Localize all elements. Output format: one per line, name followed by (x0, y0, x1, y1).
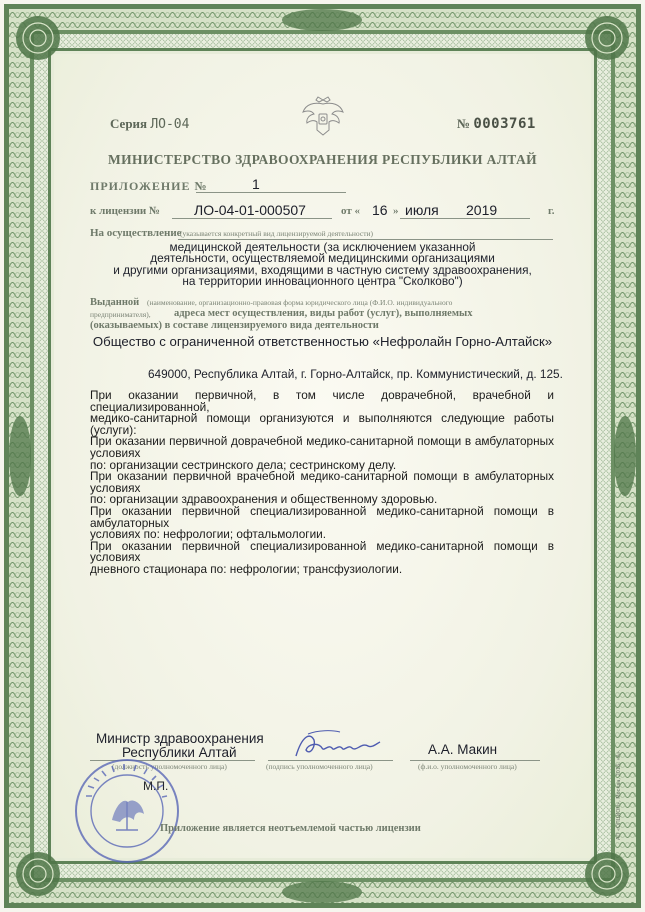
services-line: по: организации здравоохранения и общественному здоровью. (90, 492, 438, 507)
license-day: 16 (372, 202, 388, 218)
position-hint: (должность уполномоченного лица) (112, 762, 227, 771)
issued-tail-2: (оказываемых) в составе лицензируемого вида деятельности (90, 320, 379, 331)
activity-hint: (указывается конкретный вид лицензируемой деятельности) (180, 229, 373, 238)
signature-underline (268, 760, 393, 761)
footer-note: Приложение является неотъемлемой частью лицензии (160, 823, 421, 834)
appendix-label: ПРИЛОЖЕНИЕ № (90, 179, 208, 193)
license-prefix: к лицензии № (90, 205, 161, 217)
number-field (457, 116, 536, 132)
services-block (90, 390, 554, 576)
address: 649000, Республика Алтай, г. Горно-Алтайск, пр. Коммунистический, д. 125. (148, 367, 563, 381)
number-label: № (457, 116, 471, 131)
activity-text (0, 242, 645, 288)
activity-line: и другими организациями, входящими в частную систему здравоохранения, (113, 262, 532, 277)
activity-label: На осуществление (90, 227, 182, 239)
license-year: 2019 (466, 202, 498, 218)
services-line: При оказании первичной, в том числе доврачебной, врачебной и специализированной, (90, 388, 554, 414)
signer-position-1: Министр здравоохранения (96, 731, 264, 746)
series-value: ЛО-04 (150, 117, 190, 132)
signature-hint: (подпись уполномоченного лица) (266, 762, 373, 771)
number-value: 0003761 (473, 116, 536, 132)
issued-label: Выданной (90, 297, 140, 308)
services-line: При оказании первичной врачебной медико-санитарной помощи в амбулаторных условиях (90, 469, 554, 495)
issued-tail-1: адреса мест осуществления, виды работ (услуг), выполняемых (174, 308, 473, 319)
signer-position-2: Республики Алтай (122, 745, 237, 760)
stamp-label: М.П. (143, 779, 169, 793)
appendix-underline (196, 192, 346, 193)
signer-name: А.А. Макин (428, 742, 498, 757)
name-underline (410, 760, 540, 761)
services-line: условиях по: нефрологии; офтальмологии. (90, 527, 327, 542)
official-stamp-icon (72, 756, 182, 866)
services-line: дневного стационара по: нефрологии; трансфузиологии. (90, 561, 403, 576)
services-line: по: организации сестринского дела; сестринскому делу. (90, 457, 397, 472)
license-year-suffix: г. (548, 205, 555, 217)
services-line: медико-санитарной помощи организуются и выполняются следующие работы (услуги): (90, 411, 554, 437)
series-label: Серия (110, 116, 148, 131)
signature-scribble-icon (288, 726, 383, 764)
activity-line: медицинской деятельности (за исключением указанной (169, 240, 476, 254)
services-line: При оказании первичной доврачебной медико-санитарной помощи в амбулаторных условиях (90, 434, 554, 460)
license-from: от « (341, 205, 361, 217)
issued-hint-2: предпринимателя), (90, 310, 151, 319)
services-line: При оказании первичной специализированной медико-санитарной помощи в амбулаторных (90, 503, 554, 530)
activity-line: деятельности, осуществляемой медицинскими организациями (150, 251, 495, 266)
appendix-value: 1 (252, 176, 260, 192)
services-line: При оказании первичной специализированной медико-санитарной помощи в условиях (90, 538, 554, 565)
organization-name: Общество с ограниченной ответственностью «Нефролайн Горно-Алтайск» (92, 334, 553, 349)
activity-line: на территории инновационного центра "Сколково") (182, 274, 463, 289)
series-field (110, 116, 189, 132)
license-close-quote: » (393, 205, 399, 217)
ministry-title: МИНИСТЕРСТВО ЗДРАВООХРАНЕНИЯ РЕСПУБЛИКИ АЛТАЙ (107, 152, 538, 167)
license-number: ЛО-04-01-000507 (194, 202, 306, 218)
license-month: июля (405, 202, 439, 218)
license-number-underline (172, 218, 332, 219)
issued-hint-1: (наименование, организационно-правовая форма юридического лица (Ф.И.О. индивидуального (147, 298, 453, 307)
printer-imprint: АО «ОПЦИОН», Москва, 2016, «А». (616, 749, 622, 840)
license-date-underline (400, 218, 530, 219)
coat-of-arms-icon (300, 94, 346, 138)
name-hint: (ф.и.о. уполномоченного лица) (418, 762, 517, 771)
